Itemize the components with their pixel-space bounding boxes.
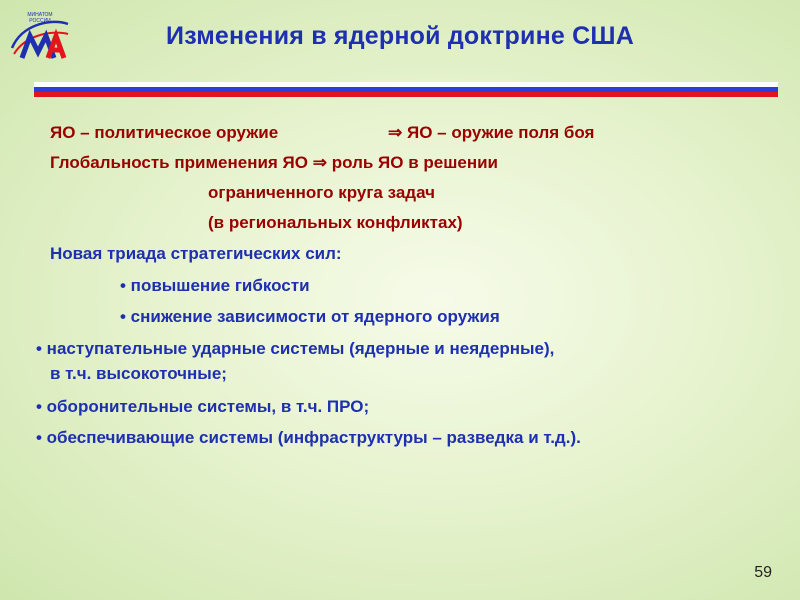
triad-item-reduced-dependence: • снижение зависимости от ядерного оружия: [120, 307, 500, 326]
triad-heading: Новая триада стратегических сил:: [50, 244, 342, 263]
logo-caption-top: МИНАТОМ: [27, 12, 53, 18]
line-nuclear-weapon-role-right: [388, 123, 594, 143]
line-regional-conflicts: (в региональных конфликтах): [208, 213, 463, 232]
bullet-offensive-systems-cont: в т.ч. высокоточные;: [50, 364, 227, 383]
line1-right-text: ЯО – оружие поля боя: [406, 123, 595, 142]
line-global-use: [50, 153, 498, 173]
logo-caption-bottom: РОССИИ: [29, 18, 51, 24]
line2-left-text: Глобальность применения ЯО: [50, 153, 308, 172]
bullet-offensive-systems: • наступательные ударные системы (ядерные и неядерные),: [36, 339, 555, 358]
bullet-defensive-systems: • оборонительные системы, в т.ч. ПРО;: [36, 397, 370, 416]
page-number: 59: [754, 564, 772, 581]
slide-title: Изменения в ядерной доктрине США: [166, 22, 634, 50]
bullet-support-systems: • обеспечивающие системы (инфраструктуры – разведка и т.д.).: [36, 428, 581, 447]
right-arrow-icon: ⇒: [312, 153, 327, 172]
line1-left-text: ЯО – политическое оружие: [50, 123, 279, 142]
tricolor-divider: [34, 82, 778, 97]
line-nuclear-weapon-role: [50, 123, 278, 143]
triad-item-flexibility: • повышение гибкости: [120, 276, 310, 295]
right-arrow-icon: ⇒: [388, 123, 403, 142]
line2-right-text: роль ЯО в решении: [331, 153, 499, 172]
line-limited-tasks: ограниченного круга задач: [208, 183, 435, 202]
